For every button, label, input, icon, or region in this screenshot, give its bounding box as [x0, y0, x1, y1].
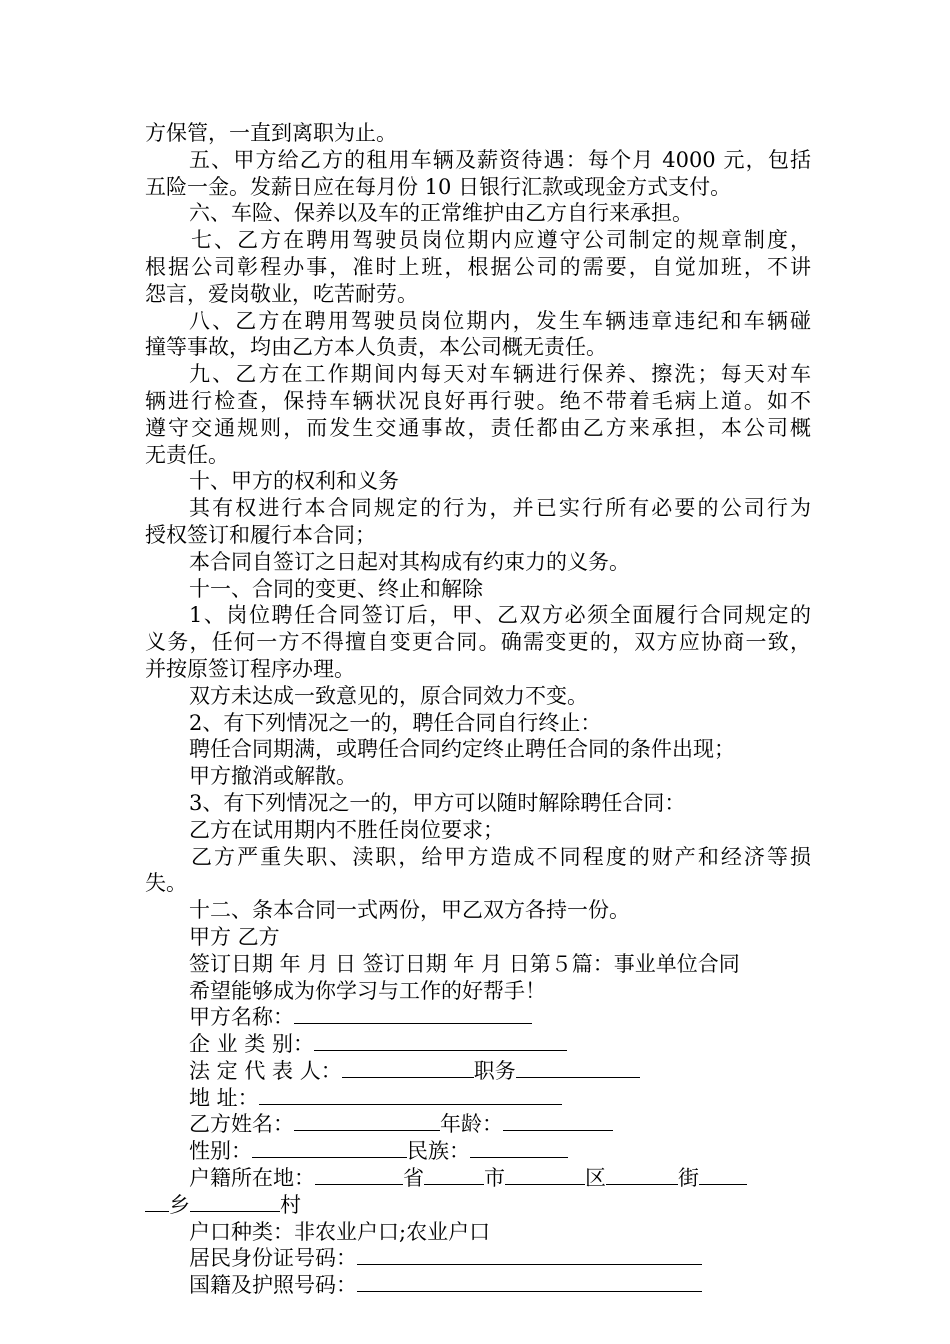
text-line: 签订日期 年 月 日 签订日期 年 月 日第５篇：事业单位合同 [189, 951, 740, 976]
text-line: 3、有下列情况之一的，甲方可以随时解除聘任合同： [189, 790, 686, 815]
text-line: 根据公司彰程办事，准时上班，根据公司的需要，自觉加班，不讲 [145, 254, 811, 279]
text-line: 甲方 乙方 [189, 924, 280, 949]
category-blank[interactable] [314, 1032, 567, 1051]
text-line: 无责任。 [145, 442, 229, 467]
gender-row [145, 1138, 811, 1165]
text-line: 甲方撤消或解散。 [189, 764, 357, 789]
ethnicity-blank[interactable] [470, 1139, 568, 1158]
text-line: 聘任合同期满，或聘任合同约定终止聘任合同的条件出现； [189, 737, 735, 762]
id-label: 居民身份证号码： [189, 1246, 357, 1271]
village-blank[interactable] [190, 1193, 280, 1212]
text-line: 六、车险、保养以及车的正常维护由乙方自行来承担。 [189, 201, 693, 226]
address-row [145, 1085, 811, 1112]
text-line: 方保管，一直到离职为止。 [145, 121, 397, 145]
city-label: 市 [484, 1166, 505, 1191]
contract-page [145, 120, 811, 1299]
party-b-blank[interactable] [294, 1112, 440, 1131]
text-line: 乙方在试用期内不胜任岗位要求； [189, 817, 504, 842]
hukou-row-2 [145, 1192, 811, 1219]
text-line: 辆进行检查，保持车辆状况良好再行驶。绝不带着毛病上道。如不 [145, 388, 811, 413]
party-a-row [145, 1004, 811, 1031]
legal-rep-label: 法 定 代 表 人： [189, 1058, 342, 1083]
village-label: 村 [280, 1192, 301, 1217]
position-label: 职务 [473, 1058, 516, 1083]
address-blank[interactable] [259, 1086, 562, 1105]
text-line: 本合同自签订之日起对其构成有约束力的义务。 [189, 549, 630, 574]
text-line: 乙方严重失职、渎职，给甲方造成不同程度的财产和经济等损 [191, 844, 811, 869]
party-b-row [145, 1111, 811, 1138]
hukou-row [145, 1165, 811, 1192]
contract-body [145, 120, 811, 1004]
township-blank[interactable] [145, 1193, 169, 1212]
text-line: 授权签订和履行本合同； [145, 522, 376, 547]
passport-label: 国籍及护照号码： [189, 1273, 357, 1298]
party-a-label: 甲方名称： [189, 1005, 294, 1030]
party-a-blank[interactable] [294, 1005, 532, 1024]
street-label: 街 [678, 1166, 699, 1191]
address-label: 地 址： [189, 1085, 259, 1110]
text-line: 五险一金。发薪日应在每月份 10 日银行汇款或现金方式支付。 [145, 174, 732, 199]
age-label: 年龄： [440, 1112, 503, 1137]
passport-row [145, 1272, 811, 1299]
form-section [145, 1004, 811, 1299]
text-line: 九、乙方在工作期间内每天对车辆进行保养、擦洗；每天对车 [189, 362, 811, 387]
id-blank[interactable] [357, 1246, 702, 1265]
text-line: 十二、条本合同一式两份，甲乙双方各持一份。 [189, 898, 630, 923]
text-line: 十一、合同的变更、终止和解除 [189, 576, 483, 601]
hukou-type-row [145, 1219, 811, 1246]
category-row [145, 1031, 811, 1058]
hukou-label: 户籍所在地： [189, 1166, 315, 1191]
text-line: 失。 [145, 871, 187, 896]
legal-rep-blank[interactable] [342, 1059, 474, 1078]
text-line: 其有权进行本合同规定的行为，并已实行所有必要的公司行为 [189, 496, 811, 521]
legal-rep-row [145, 1058, 811, 1085]
street-blank[interactable] [606, 1166, 678, 1185]
text-line: 义务，任何一方不得擅自变更合同。确需变更的，双方应协商一致， [145, 630, 811, 655]
township-label: 乡 [169, 1192, 190, 1217]
text-line: 八、乙方在聘用驾驶员岗位期内，发生车辆违章违纪和车辆碰 [189, 308, 811, 333]
ethnicity-label: 民族： [407, 1139, 470, 1164]
gender-label: 性别： [189, 1139, 252, 1164]
text-line: 1、岗位聘任合同签订后，甲、乙双方必须全面履行合同规定的 [189, 603, 811, 628]
party-b-label: 乙方姓名： [189, 1112, 294, 1137]
city-blank[interactable] [424, 1166, 484, 1185]
street-tail-blank[interactable] [699, 1166, 747, 1185]
text-line: 遵守交通规则，而发生交通事故，责任都由乙方来承担，本公司概 [145, 415, 811, 440]
text-line: 十、甲方的权利和义务 [189, 469, 399, 494]
text-line: 怨言，爱岗敬业，吃苦耐劳。 [145, 281, 418, 306]
text-line: 双方未达成一致意见的，原合同效力不变。 [189, 683, 588, 708]
text-line: 2、有下列情况之一的，聘任合同自行终止： [189, 710, 602, 735]
age-blank[interactable] [503, 1112, 613, 1131]
gender-blank[interactable] [252, 1139, 407, 1158]
position-blank[interactable] [516, 1059, 640, 1078]
text-line: 五、甲方给乙方的租用车辆及薪资待遇：每个月 4000 元，包括 [189, 147, 811, 172]
text-line: 撞等事故，均由乙方本人负责，本公司概无责任。 [145, 335, 607, 360]
text-line: 并按原签订程序办理。 [145, 656, 355, 681]
id-row [145, 1245, 811, 1272]
hukou-type: 户口种类：非农业户口;农业户口 [189, 1219, 491, 1244]
text-line: 七、乙方在聘用驾驶员岗位期内应遵守公司制定的规章制度， [191, 228, 811, 253]
category-label: 企 业 类 别： [189, 1032, 315, 1057]
province-label: 省 [403, 1166, 424, 1191]
passport-blank[interactable] [357, 1273, 702, 1292]
text-line: 希望能够成为你学习与工作的好帮手！ [189, 978, 546, 1003]
district-blank[interactable] [505, 1166, 585, 1185]
province-blank[interactable] [315, 1166, 403, 1185]
district-label: 区 [585, 1166, 606, 1191]
